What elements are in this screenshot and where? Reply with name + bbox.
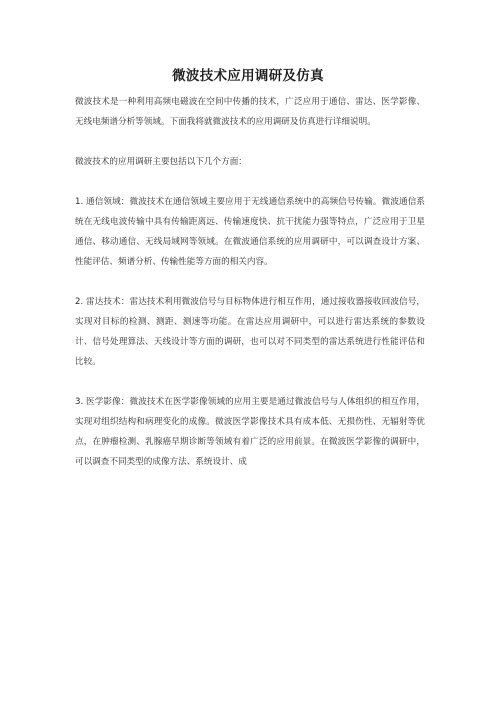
medical-imaging-paragraph: 3. 医学影像：微波技术在医学影像领域的应用主要是通过微波信号与人体组织的相互作用，实现对组织结构和病理变化的成像。微波医学影像技术具有成本低、无损伤性、无辐射等优点，在肿瘤检测、乳腺癌早期诊断等领域有着广泛的应用前景。在微波医学影像的调研中，可以调查不同类型的成像方法、系统设计、成 [75, 397, 425, 467]
paragraph-spacer [75, 272, 425, 292]
paragraph-spacer [75, 372, 425, 392]
document-body [75, 92, 425, 472]
radar-paragraph: 2. 雷达技术：雷达技术利用微波信号与目标物体进行相互作用，通过接收器接收回波信号，实现对目标的检测、测距、测速等功能。在雷达应用调研中，可以进行雷达系统的参数设计、信号处理算法、天线设计等方面的调研，也可以对不同类型的雷达系统进行性能评估和比较。 [75, 297, 425, 367]
overview-paragraph: 微波技术的应用调研主要包括以下几个方面： [75, 157, 247, 167]
document-title: 微波技术应用调研及仿真 [172, 68, 324, 84]
paragraph-spacer [75, 132, 425, 152]
communication-paragraph: 1. 通信领域：微波技术在通信领域主要应用于无线通信系统中的高频信号传输。微波通信系统在无线电波传输中具有传输距离远、传输速度快、抗干扰能力强等特点，广泛应用于卫星通信、移动通信、无线局域网等领域。在微波通信系统的应用调研中，可以调查设计方案、性能评估、频谱分析、传输性能等方面的相关内容。 [75, 197, 425, 267]
intro-paragraph: 微波技术是一种利用高频电磁波在空间中传播的技术，广泛应用于通信、雷达、医学影像、无线电频谱分析等领域。下面我将就微波技术的应用调研及仿真进行详细说明。 [75, 97, 425, 127]
paragraph-spacer [75, 172, 425, 192]
